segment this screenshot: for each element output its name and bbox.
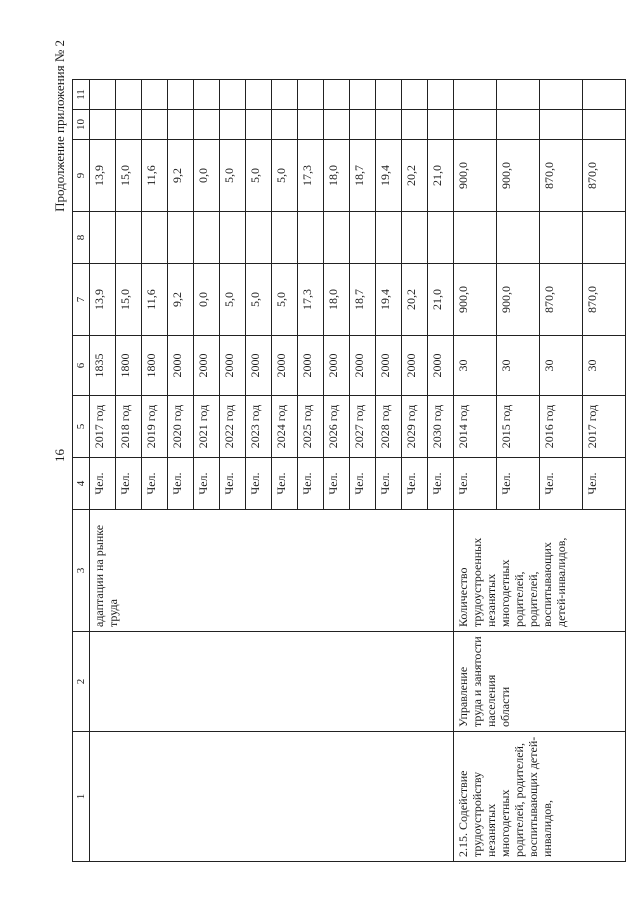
value-cell: 30 xyxy=(497,336,540,396)
value-cell xyxy=(272,212,298,264)
unit-cell: Чел. xyxy=(168,458,194,510)
empty-cell xyxy=(246,110,272,140)
unit-cell: Чел. xyxy=(272,458,298,510)
empty-cell xyxy=(220,110,246,140)
value-cell: 0,0 xyxy=(194,264,220,336)
empty-cell xyxy=(454,80,497,110)
value-cell xyxy=(454,212,497,264)
empty-cell xyxy=(116,80,142,110)
empty-cell xyxy=(402,80,428,110)
value-cell: 9,2 xyxy=(168,264,194,336)
empty-cell xyxy=(272,110,298,140)
year-cell: 2026 год xyxy=(324,396,350,458)
empty-cell xyxy=(428,80,454,110)
empty-cell xyxy=(454,110,497,140)
value-cell: 5,0 xyxy=(272,264,298,336)
empty-cell xyxy=(376,80,402,110)
empty-cell xyxy=(246,80,272,110)
empty-cell xyxy=(142,80,168,110)
value-cell: 900,0 xyxy=(497,264,540,336)
column-number-cell: 8 xyxy=(73,212,90,264)
measure-cell xyxy=(90,732,454,862)
unit-cell: Чел. xyxy=(454,458,497,510)
empty-cell xyxy=(90,110,116,140)
empty-cell xyxy=(272,80,298,110)
empty-cell xyxy=(298,80,324,110)
value-cell: 2000 xyxy=(272,336,298,396)
value-cell: 2000 xyxy=(324,336,350,396)
value-cell xyxy=(220,212,246,264)
value-cell: 30 xyxy=(583,336,626,396)
value-cell: 18,7 xyxy=(350,264,376,336)
empty-cell xyxy=(497,110,540,140)
unit-cell: Чел. xyxy=(142,458,168,510)
year-cell: 2029 год xyxy=(402,396,428,458)
measure-cell: 2.15. Содействие трудоустройству незанятых многодетных родителей, родителей, воспитывающих детей-инвалидов, xyxy=(454,732,626,862)
value-cell: 5,0 xyxy=(246,264,272,336)
value-cell: 2000 xyxy=(298,336,324,396)
value-cell: 2000 xyxy=(168,336,194,396)
value-cell xyxy=(402,212,428,264)
year-cell: 2017 год xyxy=(583,396,626,458)
value-cell: 1835 xyxy=(90,336,116,396)
empty-cell xyxy=(402,110,428,140)
empty-cell xyxy=(583,110,626,140)
value-cell: 1800 xyxy=(142,336,168,396)
unit-cell: Чел. xyxy=(376,458,402,510)
empty-cell xyxy=(428,110,454,140)
year-cell: 2017 год xyxy=(90,396,116,458)
indicator-cell: адаптации на рынке труда xyxy=(90,510,454,632)
indicator-cell: Количество трудоустроенных незанятых многодетных родителей, родителей, воспитывающих детей-инвалидов, xyxy=(454,510,626,632)
value-cell: 17,3 xyxy=(298,140,324,212)
year-cell: 2027 год xyxy=(350,396,376,458)
empty-cell xyxy=(220,80,246,110)
unit-cell: Чел. xyxy=(497,458,540,510)
value-cell: 5,0 xyxy=(246,140,272,212)
value-cell: 30 xyxy=(454,336,497,396)
value-cell: 2000 xyxy=(194,336,220,396)
value-cell: 870,0 xyxy=(583,140,626,212)
running-head: Продолжение приложения № 2 xyxy=(52,40,67,212)
value-cell: 2000 xyxy=(350,336,376,396)
column-number-cell: 9 xyxy=(73,140,90,212)
empty-cell xyxy=(376,110,402,140)
empty-cell xyxy=(583,80,626,110)
value-cell: 900,0 xyxy=(497,140,540,212)
empty-cell xyxy=(90,80,116,110)
unit-cell: Чел. xyxy=(428,458,454,510)
value-cell xyxy=(428,212,454,264)
empty-cell xyxy=(168,110,194,140)
value-cell: 11,6 xyxy=(142,140,168,212)
value-cell: 2000 xyxy=(220,336,246,396)
column-number-cell: 7 xyxy=(73,264,90,336)
value-cell: 2000 xyxy=(402,336,428,396)
year-cell: 2018 год xyxy=(116,396,142,458)
value-cell: 2000 xyxy=(428,336,454,396)
unit-cell: Чел. xyxy=(116,458,142,510)
column-number-cell: 1 xyxy=(73,732,90,862)
page-number: 16 xyxy=(52,449,67,462)
value-cell xyxy=(246,212,272,264)
year-cell: 2024 год xyxy=(272,396,298,458)
table-row xyxy=(454,80,497,862)
unit-cell: Чел. xyxy=(298,458,324,510)
empty-cell xyxy=(168,80,194,110)
value-cell: 11,6 xyxy=(142,264,168,336)
unit-cell: Чел. xyxy=(402,458,428,510)
value-cell: 900,0 xyxy=(454,140,497,212)
executor-cell xyxy=(90,632,454,732)
value-cell: 13,9 xyxy=(90,264,116,336)
value-cell xyxy=(376,212,402,264)
empty-cell xyxy=(142,110,168,140)
value-cell: 13,9 xyxy=(90,140,116,212)
unit-cell: Чел. xyxy=(540,458,583,510)
empty-cell xyxy=(497,80,540,110)
value-cell: 18,7 xyxy=(350,140,376,212)
year-cell: 2023 год xyxy=(246,396,272,458)
value-cell xyxy=(298,212,324,264)
value-cell: 17,3 xyxy=(298,264,324,336)
value-cell: 19,4 xyxy=(376,264,402,336)
column-number-cell: 2 xyxy=(73,632,90,732)
value-cell: 20,2 xyxy=(402,140,428,212)
rotated-document-page xyxy=(18,20,618,882)
empty-cell xyxy=(324,80,350,110)
year-cell: 2014 год xyxy=(454,396,497,458)
value-cell xyxy=(116,212,142,264)
column-number-cell: 10 xyxy=(73,110,90,140)
empty-cell xyxy=(540,80,583,110)
empty-cell xyxy=(116,110,142,140)
appendix-table xyxy=(72,79,626,862)
year-cell: 2021 год xyxy=(194,396,220,458)
value-cell xyxy=(350,212,376,264)
year-cell: 2030 год xyxy=(428,396,454,458)
empty-cell xyxy=(350,80,376,110)
value-cell: 1800 xyxy=(116,336,142,396)
empty-cell xyxy=(194,110,220,140)
empty-cell xyxy=(324,110,350,140)
value-cell xyxy=(540,212,583,264)
value-cell xyxy=(324,212,350,264)
unit-cell: Чел. xyxy=(90,458,116,510)
empty-cell xyxy=(298,110,324,140)
empty-cell xyxy=(194,80,220,110)
year-cell: 2028 год xyxy=(376,396,402,458)
year-cell: 2019 год xyxy=(142,396,168,458)
table-row xyxy=(90,80,116,862)
unit-cell: Чел. xyxy=(350,458,376,510)
value-cell xyxy=(142,212,168,264)
column-number-cell: 4 xyxy=(73,458,90,510)
year-cell: 2020 год xyxy=(168,396,194,458)
value-cell: 9,2 xyxy=(168,140,194,212)
value-cell: 2000 xyxy=(246,336,272,396)
value-cell xyxy=(90,212,116,264)
value-cell: 5,0 xyxy=(220,140,246,212)
unit-cell: Чел. xyxy=(583,458,626,510)
unit-cell: Чел. xyxy=(246,458,272,510)
unit-cell: Чел. xyxy=(220,458,246,510)
value-cell: 5,0 xyxy=(272,140,298,212)
column-number-cell: 11 xyxy=(73,80,90,110)
value-cell xyxy=(583,212,626,264)
column-number-cell: 3 xyxy=(73,510,90,632)
unit-cell: Чел. xyxy=(194,458,220,510)
empty-cell xyxy=(350,110,376,140)
column-number-cell: 6 xyxy=(73,336,90,396)
value-cell xyxy=(497,212,540,264)
column-number-row xyxy=(73,80,90,862)
empty-cell xyxy=(540,110,583,140)
year-cell: 2016 год xyxy=(540,396,583,458)
value-cell: 0,0 xyxy=(194,140,220,212)
column-number-cell: 5 xyxy=(73,396,90,458)
value-cell: 15,0 xyxy=(116,264,142,336)
executor-cell: Управление труда и занятости населения области xyxy=(454,632,626,732)
value-cell xyxy=(168,212,194,264)
value-cell: 870,0 xyxy=(583,264,626,336)
value-cell: 15,0 xyxy=(116,140,142,212)
value-cell: 870,0 xyxy=(540,140,583,212)
value-cell: 21,0 xyxy=(428,264,454,336)
value-cell: 20,2 xyxy=(402,264,428,336)
value-cell: 18,0 xyxy=(324,264,350,336)
year-cell: 2015 год xyxy=(497,396,540,458)
value-cell xyxy=(194,212,220,264)
value-cell: 19,4 xyxy=(376,140,402,212)
year-cell: 2022 год xyxy=(220,396,246,458)
value-cell: 900,0 xyxy=(454,264,497,336)
value-cell: 30 xyxy=(540,336,583,396)
unit-cell: Чел. xyxy=(324,458,350,510)
year-cell: 2025 год xyxy=(298,396,324,458)
value-cell: 870,0 xyxy=(540,264,583,336)
value-cell: 2000 xyxy=(376,336,402,396)
value-cell: 5,0 xyxy=(220,264,246,336)
value-cell: 21,0 xyxy=(428,140,454,212)
value-cell: 18,0 xyxy=(324,140,350,212)
